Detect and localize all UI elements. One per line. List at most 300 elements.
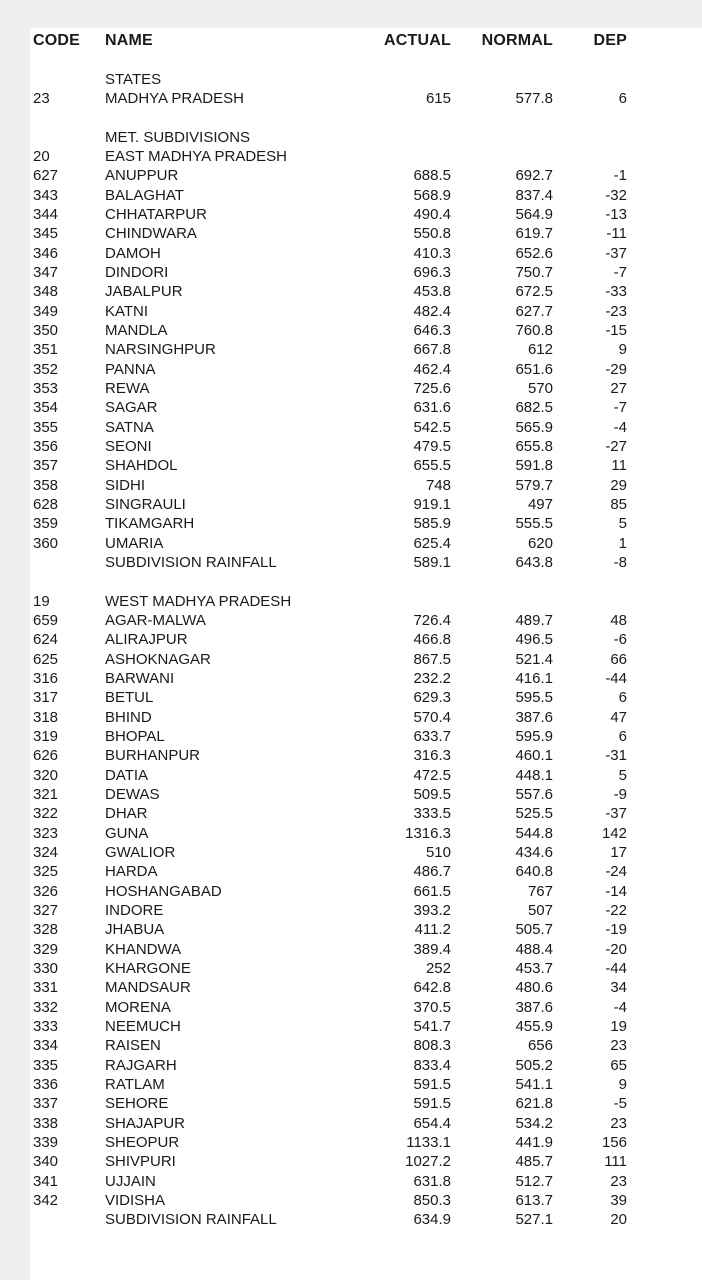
column-header-dep: DEP [593, 31, 627, 49]
cell-code: 628 [33, 496, 59, 514]
table-row [33, 224, 702, 243]
cell-dep: 29 [610, 476, 627, 494]
cell-code: 343 [33, 186, 59, 204]
cell-normal: 620 [527, 534, 553, 552]
cell-dep: -32 [605, 186, 627, 204]
cell-actual: 509.5 [413, 785, 451, 803]
cell-normal: 640.8 [515, 863, 553, 881]
cell-code: 327 [33, 901, 59, 919]
section-row [33, 592, 702, 611]
cell-dep: -31 [605, 747, 627, 765]
cell-dep: 47 [610, 708, 627, 726]
cell-name: SATNA [105, 418, 154, 436]
table-row [33, 186, 702, 205]
cell-name: UMARIA [105, 534, 164, 552]
cell-normal: 497 [527, 496, 553, 514]
table-row [33, 765, 702, 784]
cell-normal: 595.5 [515, 689, 553, 707]
cell-dep: 11 [611, 457, 627, 475]
cell-normal: 565.9 [515, 418, 553, 436]
cell-code: 318 [33, 708, 59, 726]
cell-normal: 557.6 [515, 785, 553, 803]
cell-name: SIDHI [105, 476, 146, 494]
cell-actual: 919.1 [413, 496, 451, 514]
cell-name: NEEMUCH [105, 1017, 181, 1035]
cell-code: 341 [33, 1172, 59, 1190]
table-row [33, 1036, 702, 1055]
cell-dep: -6 [613, 631, 627, 649]
cell-actual: 1316.3 [405, 824, 451, 842]
cell-code: 357 [33, 457, 59, 475]
cell-code: 317 [33, 689, 59, 707]
cell-name: DEWAS [105, 785, 160, 803]
cell-actual: 466.8 [413, 631, 451, 649]
cell-name: REWA [105, 380, 150, 398]
cell-code: 20 [33, 148, 50, 166]
cell-dep: -13 [605, 206, 627, 224]
cell-dep: 5 [618, 766, 627, 784]
cell-name: BARWANI [105, 669, 175, 687]
table-row [33, 843, 702, 862]
table-row [33, 881, 702, 900]
cell-normal: 656 [527, 1037, 553, 1055]
cell-actual: 1133.1 [406, 1133, 451, 1151]
table-row [33, 514, 702, 533]
cell-normal: 672.5 [515, 283, 553, 301]
cell-actual: 541.7 [413, 1017, 451, 1035]
cell-actual: 570.4 [413, 708, 451, 726]
cell-actual: 462.4 [413, 360, 451, 378]
table-row [33, 244, 702, 263]
cell-dep: -15 [605, 322, 627, 340]
cell-dep: 39 [610, 1191, 627, 1209]
table-row [33, 398, 702, 417]
cell-dep: 27 [610, 380, 627, 398]
cell-dep: 66 [610, 650, 627, 668]
cell-name: DAMOH [105, 244, 161, 262]
cell-dep: 34 [610, 979, 627, 997]
table-row [33, 476, 702, 495]
table-row [33, 611, 702, 630]
cell-code: 340 [33, 1153, 59, 1171]
cell-code: 627 [33, 167, 59, 185]
cell-normal: 387.6 [515, 998, 553, 1016]
cell-normal: 448.1 [515, 766, 553, 784]
cell-actual: 370.5 [413, 998, 451, 1016]
cell-code: 355 [33, 418, 59, 436]
cell-code: 348 [33, 283, 59, 301]
cell-normal: 651.6 [515, 360, 553, 378]
cell-code: 332 [33, 998, 59, 1016]
cell-actual: 482.4 [413, 302, 451, 320]
cell-code: 359 [33, 515, 59, 533]
cell-actual: 479.5 [413, 438, 451, 456]
table-row [33, 862, 702, 881]
cell-normal: 507 [527, 901, 553, 919]
cell-code: 659 [33, 612, 59, 629]
cell-code: 339 [33, 1133, 59, 1151]
cell-actual: 472.5 [413, 766, 451, 784]
cell-code: 320 [33, 766, 59, 784]
cell-dep: -4 [613, 998, 627, 1016]
cell-name: WEST MADHYA PRADESH [105, 592, 292, 610]
cell-name: BETUL [105, 689, 154, 707]
cell-name: SHEOPUR [105, 1133, 180, 1151]
section-row [33, 128, 702, 147]
cell-dep: -44 [605, 669, 627, 687]
cell-name: UJJAIN [105, 1172, 156, 1190]
table-row [33, 1075, 702, 1094]
table-row [33, 1191, 702, 1210]
cell-actual: 389.4 [413, 940, 451, 958]
cell-dep: -33 [605, 283, 627, 301]
cell-dep: 85 [610, 496, 627, 514]
cell-actual: 634.9 [413, 1211, 451, 1229]
cell-code: 345 [33, 225, 59, 243]
cell-actual: 591.5 [413, 1075, 451, 1093]
cell-dep: 23 [610, 1114, 627, 1132]
cell-name: VIDISHA [105, 1191, 166, 1209]
cell-code: 19 [33, 592, 50, 610]
cell-code: 333 [33, 1017, 59, 1035]
table-row [33, 920, 702, 939]
cell-name: JHABUA [105, 921, 165, 939]
cell-normal: 621.8 [515, 1095, 553, 1113]
table-row [33, 437, 702, 456]
cell-name: RATLAM [105, 1075, 165, 1093]
table-row [33, 534, 702, 553]
cell-code: 360 [33, 534, 59, 552]
cell-normal: 570 [527, 380, 553, 398]
cell-name: SHAHDOL [105, 457, 178, 475]
cell-name: EAST MADHYA PRADESH [105, 148, 287, 166]
cell-dep: 9 [618, 1075, 627, 1093]
cell-name: RAISEN [105, 1037, 161, 1055]
cell-normal: 460.1 [515, 747, 553, 765]
cell-name: HOSHANGABAD [105, 882, 222, 900]
cell-code: 328 [33, 921, 59, 939]
cell-code: 358 [33, 476, 59, 494]
cell-dep: -7 [613, 399, 627, 417]
table-row [33, 746, 702, 765]
table-body [33, 50, 702, 1229]
table-row [33, 823, 702, 842]
cell-dep: -9 [613, 785, 627, 803]
cell-name: ALIRAJPUR [105, 631, 188, 649]
column-header-actual: ACTUAL [384, 31, 451, 49]
table-row [33, 1055, 702, 1074]
cell-normal: 453.7 [515, 959, 553, 977]
cell-name: INDORE [105, 901, 164, 919]
cell-name: CHHATARPUR [105, 206, 207, 224]
cell-code: 323 [33, 824, 59, 842]
cell-normal: 434.6 [515, 843, 553, 861]
cell-dep: -20 [605, 940, 627, 958]
cell-actual: 411.2 [414, 921, 451, 939]
table-row [33, 302, 702, 321]
cell-name: MADHYA PRADESH [105, 90, 244, 108]
cell-normal: 750.7 [515, 264, 553, 282]
cell-code: 349 [33, 302, 59, 320]
cell-actual: 850.3 [413, 1191, 451, 1209]
cell-actual: 867.5 [413, 650, 451, 668]
cell-dep: 23 [610, 1037, 627, 1055]
cell-name: SUBDIVISION RAINFALL [105, 1211, 277, 1229]
cell-actual: 629.3 [413, 689, 451, 707]
cell-name: SEONI [105, 438, 152, 456]
cell-actual: 833.4 [413, 1056, 451, 1074]
cell-name: BHOPAL [105, 727, 165, 745]
table-row [33, 89, 702, 108]
cell-dep: -7 [613, 264, 627, 282]
cell-name: BURHANPUR [105, 747, 201, 765]
cell-actual: 510 [425, 843, 451, 861]
cell-actual: 1027.2 [405, 1153, 451, 1171]
cell-actual: 725.6 [413, 380, 451, 398]
cell-code: 625 [33, 650, 59, 668]
cell-code: 331 [33, 979, 59, 997]
cell-name: KATNI [105, 302, 149, 320]
cell-code: 335 [33, 1056, 59, 1074]
cell-code: 344 [33, 206, 59, 224]
cell-actual: 631.8 [413, 1172, 451, 1190]
cell-dep: -29 [605, 360, 627, 378]
cell-name: GWALIOR [105, 843, 176, 861]
table-header-row [33, 31, 702, 50]
cell-normal: 480.6 [515, 979, 553, 997]
table-row [33, 553, 702, 572]
cell-code: 337 [33, 1095, 59, 1113]
table-row [33, 205, 702, 224]
cell-name: CHINDWARA [105, 225, 197, 243]
cell-code: 336 [33, 1075, 59, 1093]
cell-dep: 9 [618, 341, 627, 359]
cell-dep: 6 [618, 90, 627, 108]
cell-normal: 485.7 [515, 1153, 553, 1171]
table-row [33, 282, 702, 301]
cell-name: BHIND [105, 708, 152, 726]
cell-normal: 613.7 [515, 1191, 553, 1209]
table-row [33, 1133, 702, 1152]
cell-normal: 416.1 [515, 669, 553, 687]
cell-name: NARSINGHPUR [105, 341, 216, 359]
cell-name: HARDA [105, 863, 158, 881]
cell-actual: 726.4 [413, 612, 451, 629]
cell-normal: 627.7 [515, 302, 553, 320]
cell-normal: 591.8 [515, 457, 553, 475]
cell-code: 342 [33, 1191, 59, 1209]
table-row [33, 669, 702, 688]
cell-normal: 527.1 [515, 1211, 553, 1229]
table-row [33, 727, 702, 746]
cell-dep: -4 [613, 418, 627, 436]
cell-dep: 65 [610, 1056, 627, 1074]
cell-actual: 591.5 [413, 1095, 451, 1113]
cell-code: 353 [33, 380, 59, 398]
cell-code: 354 [33, 399, 59, 417]
table-row [33, 166, 702, 185]
cell-normal: 579.7 [515, 476, 553, 494]
table-row [33, 1152, 702, 1171]
cell-actual: 654.4 [413, 1114, 451, 1132]
cell-normal: 564.9 [515, 206, 553, 224]
cell-name: SHIVPURI [105, 1153, 176, 1171]
cell-code: 326 [33, 882, 59, 900]
cell-name: SEHORE [105, 1095, 169, 1113]
cell-dep: -5 [613, 1095, 627, 1113]
cell-normal: 652.6 [515, 244, 553, 262]
table-row [33, 495, 702, 514]
cell-normal: 525.5 [515, 805, 553, 823]
table-row [33, 785, 702, 804]
cell-actual: 748 [425, 476, 451, 494]
cell-actual: 316.3 [413, 747, 451, 765]
cell-actual: 696.3 [413, 264, 451, 282]
cell-actual: 333.5 [413, 805, 451, 823]
table-row [33, 418, 702, 437]
table-row [33, 1113, 702, 1132]
cell-code: 329 [33, 940, 59, 958]
cell-actual: 688.5 [413, 167, 451, 185]
cell-dep: -27 [605, 438, 627, 456]
cell-dep: 48 [610, 612, 627, 629]
cell-dep: -19 [605, 921, 627, 939]
cell-normal: 505.7 [515, 921, 553, 939]
cell-dep: -14 [605, 882, 627, 900]
table-row [33, 997, 702, 1016]
table-row [33, 1171, 702, 1190]
cell-normal: 619.7 [515, 225, 553, 243]
cell-actual: 661.5 [413, 882, 451, 900]
cell-code: 356 [33, 438, 59, 456]
table-row [33, 321, 702, 340]
cell-name: ASHOKNAGAR [105, 650, 211, 668]
cell-normal: 692.7 [515, 167, 553, 185]
cell-dep: 5 [618, 515, 627, 533]
cell-name: BALAGHAT [105, 186, 184, 204]
cell-name: DINDORI [105, 264, 169, 282]
cell-normal: 455.9 [515, 1017, 553, 1035]
cell-dep: -11 [606, 225, 627, 243]
cell-normal: 441.9 [515, 1133, 553, 1151]
cell-code: 324 [33, 843, 59, 861]
cell-code: 319 [33, 727, 59, 745]
cell-normal: 505.2 [515, 1056, 553, 1074]
cell-code: 330 [33, 959, 59, 977]
cell-dep: 111 [604, 1153, 627, 1171]
cell-dep: 17 [610, 843, 627, 861]
cell-dep: -37 [605, 805, 627, 823]
cell-name: PANNA [105, 360, 156, 378]
cell-code: 624 [33, 631, 59, 649]
cell-actual: 232.2 [413, 669, 451, 687]
table-row [33, 456, 702, 475]
cell-dep: 19 [610, 1017, 627, 1035]
cell-dep: 6 [618, 689, 627, 707]
cell-code: 321 [33, 785, 59, 803]
cell-actual: 808.3 [413, 1037, 451, 1055]
cell-normal: 534.2 [515, 1114, 553, 1132]
cell-name: ANUPPUR [105, 167, 179, 185]
cell-actual: 410.3 [413, 244, 451, 262]
cell-actual: 631.6 [413, 399, 451, 417]
cell-actual: 655.5 [413, 457, 451, 475]
cell-actual: 568.9 [413, 186, 451, 204]
cell-actual: 633.7 [413, 727, 451, 745]
cell-name: SAGAR [105, 399, 158, 417]
spacer-row [33, 108, 702, 127]
cell-name: MANDSAUR [105, 979, 191, 997]
cell-dep: 156 [601, 1133, 627, 1151]
table-row [33, 804, 702, 823]
table-row [33, 1094, 702, 1113]
cell-code: 338 [33, 1114, 59, 1132]
cell-name: MORENA [105, 998, 171, 1016]
cell-dep: -1 [613, 167, 627, 185]
table-row [33, 340, 702, 359]
cell-actual: 589.1 [413, 554, 451, 572]
cell-actual: 252 [425, 959, 451, 977]
cell-normal: 555.5 [515, 515, 553, 533]
cell-code: 350 [33, 322, 59, 340]
cell-code: 334 [33, 1037, 59, 1055]
cell-dep: -37 [605, 244, 627, 262]
cell-normal: 489.7 [515, 612, 553, 629]
table-row [33, 360, 702, 379]
cell-actual: 542.5 [413, 418, 451, 436]
cell-normal: 643.8 [515, 554, 553, 572]
cell-code: 23 [33, 90, 50, 108]
cell-actual: 615 [425, 90, 451, 108]
cell-dep: -44 [605, 959, 627, 977]
cell-normal: 387.6 [515, 708, 553, 726]
cell-dep: -23 [605, 302, 627, 320]
cell-normal: 521.4 [515, 650, 553, 668]
cell-actual: 646.3 [413, 322, 451, 340]
cell-normal: 760.8 [515, 322, 553, 340]
cell-name: MET. SUBDIVISIONS [105, 128, 251, 146]
cell-name: DATIA [105, 766, 149, 784]
cell-normal: 488.4 [515, 940, 553, 958]
cell-normal: 612 [527, 341, 553, 359]
table-row [33, 978, 702, 997]
column-header-normal: NORMAL [481, 31, 553, 49]
cell-actual: 585.9 [413, 515, 451, 533]
cell-normal: 544.8 [515, 824, 553, 842]
table-row [33, 263, 702, 282]
section-row [33, 70, 702, 89]
cell-name: GUNA [105, 824, 149, 842]
document-sheet [30, 28, 702, 1280]
cell-normal: 655.8 [515, 438, 553, 456]
cell-normal: 767 [527, 882, 553, 900]
spacer-row [33, 572, 702, 591]
cell-name: KHANDWA [105, 940, 182, 958]
cell-name: SINGRAULI [105, 496, 186, 514]
cell-dep: 1 [618, 534, 627, 552]
cell-actual: 550.8 [413, 225, 451, 243]
cell-name: DHAR [105, 805, 148, 823]
cell-name: SUBDIVISION RAINFALL [105, 554, 277, 572]
table-row [33, 688, 702, 707]
cell-normal: 837.4 [515, 186, 553, 204]
cell-actual: 667.8 [413, 341, 451, 359]
cell-normal: 595.9 [515, 727, 553, 745]
cell-code: 352 [33, 360, 59, 378]
column-header-name: NAME [105, 31, 153, 49]
cell-name: JABALPUR [105, 283, 183, 301]
cell-actual: 393.2 [413, 901, 451, 919]
